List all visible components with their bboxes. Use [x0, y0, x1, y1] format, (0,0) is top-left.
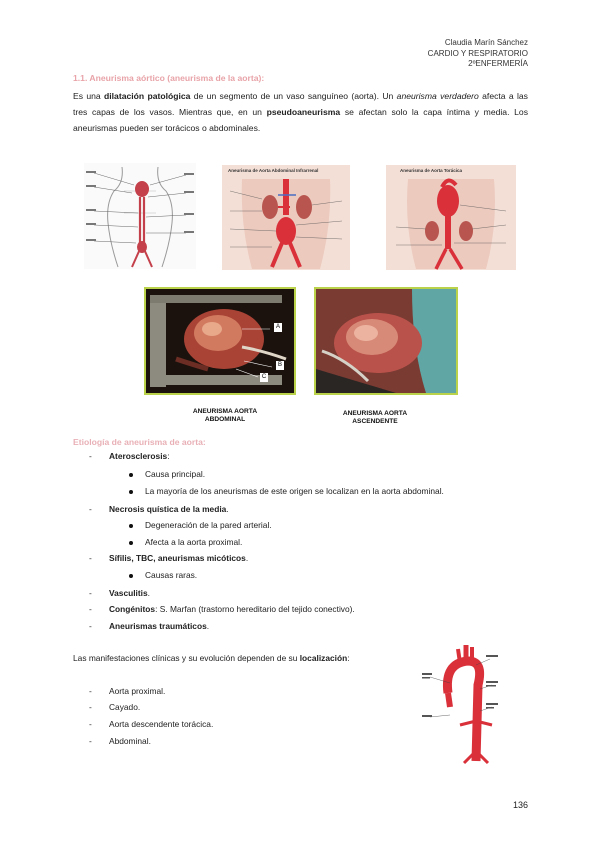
photo-marker-b: B: [277, 362, 282, 368]
etiology-subitem: Causa principal.: [145, 469, 206, 479]
aorta-anatomy-diagram: [84, 163, 196, 269]
photo-marker-a: A: [275, 324, 280, 330]
caption-ascending: ANEURISMA AORTA ASCENDENTE: [342, 410, 408, 425]
abdominal-figure-title: Aneurisma de Aorta Abdominal Infrarrenal: [228, 168, 319, 173]
bullet-dot: [129, 524, 133, 528]
bullet-dot: [129, 473, 133, 477]
etiology-congenital: Congénitos: S. Marfan (trastorno hereditario del tejido conectivo).: [109, 604, 355, 614]
localization-item: Aorta descendente torácica.: [109, 719, 214, 729]
ascending-aneurysm-photo: [314, 287, 458, 395]
etiology-necrosis: Necrosis quística de la media.: [109, 504, 229, 514]
list-dash: -: [89, 588, 92, 598]
bullet-dot: [129, 574, 133, 578]
section-title: 1.1. Aneurisma aórtico (aneurisma de la aorta):: [73, 73, 265, 83]
etiology-vasculitis: Vasculitis.: [109, 588, 150, 598]
intro-paragraph: Es una dilatación patológica de un segmento de un vaso sanguíneo (aorta). Un aneurisma verdadero afecta a las tres capas de los vasos. Mientras que, en un pseudoaneurisma se afectan solo la capa íntima y media. Los aneurismas pueden ser torácicos o abdominales.: [73, 91, 528, 133]
etiology-traumatic: Aneurismas traumáticos.: [109, 621, 210, 631]
abdominal-aneurysm-illustration: [222, 165, 350, 270]
list-dash: -: [89, 553, 92, 563]
etiology-subitem: Causas raras.: [145, 570, 198, 580]
list-dash: -: [89, 686, 92, 696]
localization-item: Cayado.: [109, 702, 141, 712]
thoracic-figure-title: Aneurisma de Aorta Torácica: [400, 168, 463, 173]
photo-marker-c: C: [261, 374, 267, 380]
page-number: 136: [512, 800, 528, 810]
list-dash: -: [89, 451, 92, 461]
author-name: Claudia Marín Sánchez: [444, 38, 528, 47]
etiology-infectious: Sífilis, TBC, aneurismas micóticos.: [109, 553, 249, 563]
list-dash: -: [89, 702, 92, 712]
bullet-dot: [129, 490, 133, 494]
abdominal-aneurysm-photo: [144, 287, 296, 395]
localization-item: Aorta proximal.: [109, 686, 166, 696]
list-dash: -: [89, 504, 92, 514]
etiology-atherosclerosis: Aterosclerosis:: [109, 451, 170, 461]
localization-item: Abdominal.: [109, 736, 151, 746]
page-header: [428, 38, 528, 70]
list-dash: -: [89, 604, 92, 614]
localization-intro: Las manifestaciones clínicas y su evolución dependen de su localización:: [73, 653, 350, 663]
bullet-dot: [129, 541, 133, 545]
etiology-subitem: Degeneración de la pared arterial.: [145, 520, 272, 530]
aorta-segments-diagram: [420, 641, 500, 765]
thoracic-aneurysm-illustration: [386, 165, 516, 270]
list-dash: -: [89, 621, 92, 631]
etiology-title: Etiología de aneurisma de aorta:: [73, 437, 206, 447]
etiology-subitem: Afecta a la aorta proximal.: [145, 537, 243, 547]
course-name: 2ºENFERMERÍA: [468, 59, 528, 68]
caption-abdominal: ANEURISMA AORTA ABDOMINAL: [192, 408, 258, 423]
list-dash: -: [89, 736, 92, 746]
subject-name: CARDIO Y RESPIRATORIO: [427, 48, 528, 58]
list-dash: -: [89, 719, 92, 729]
etiology-subitem: La mayoría de los aneurismas de este origen se localizan en la aorta abdominal.: [145, 486, 444, 496]
